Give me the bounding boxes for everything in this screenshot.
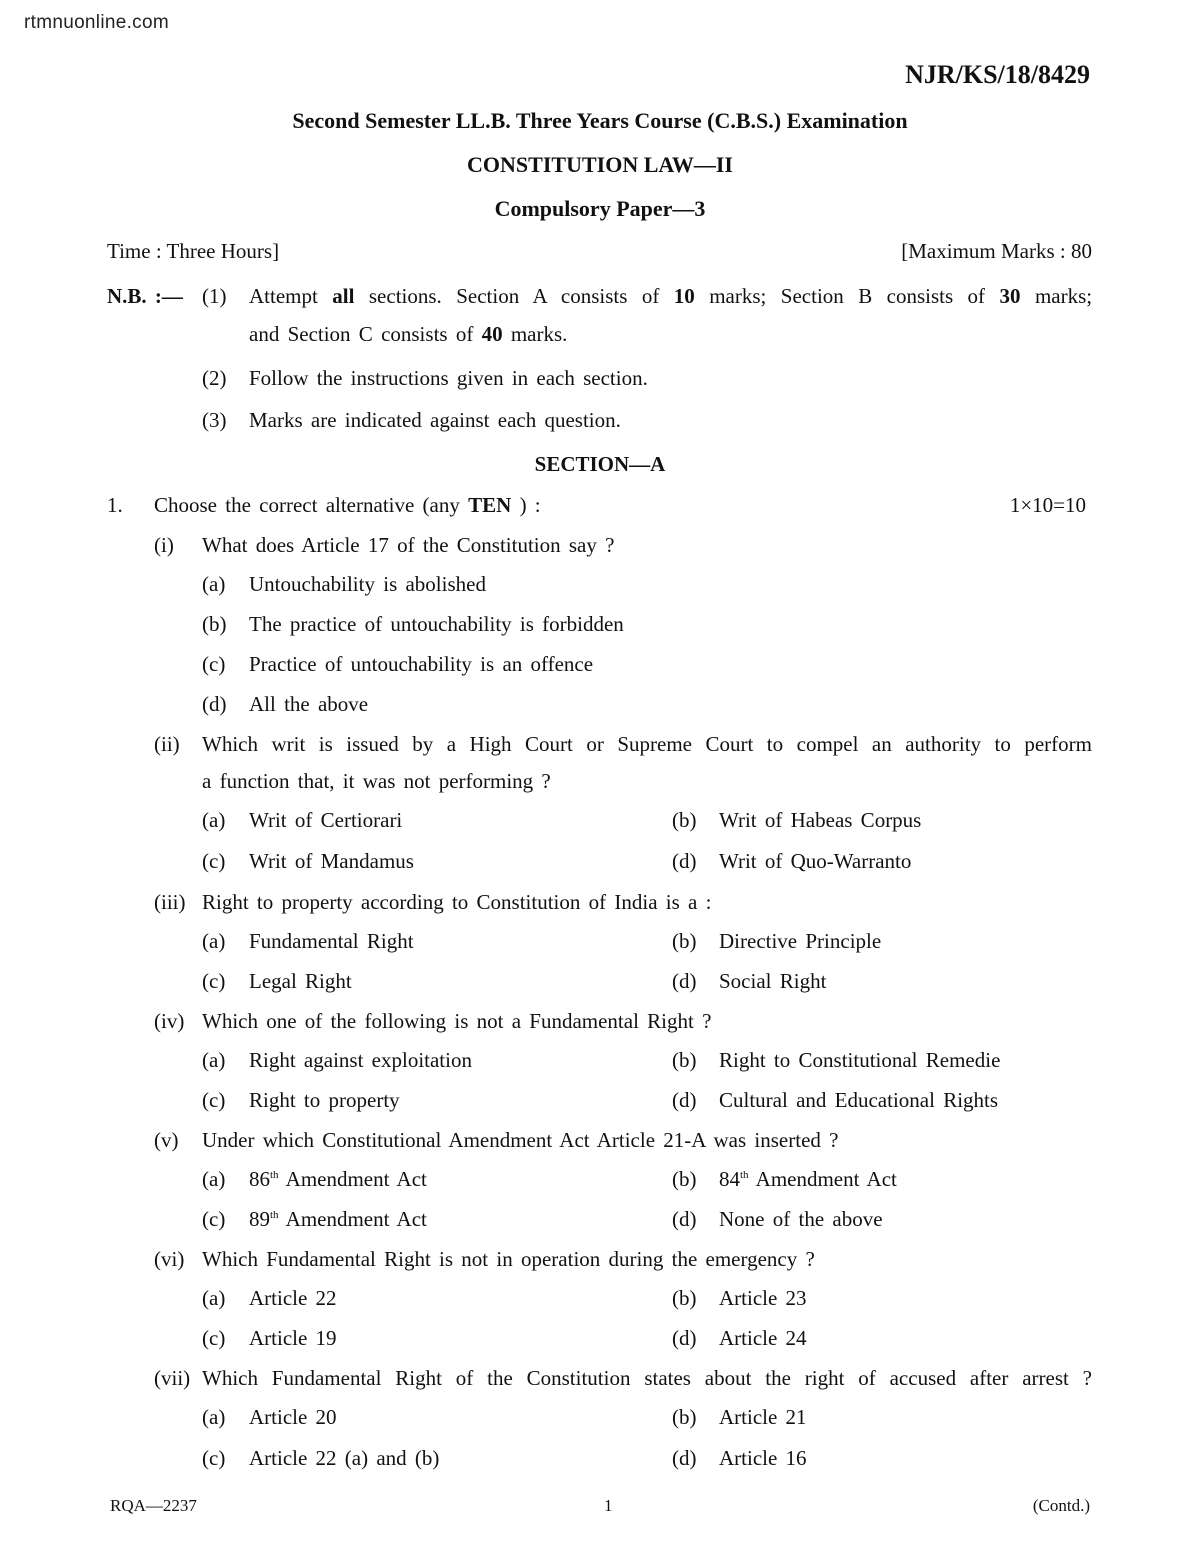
- subq-v-option-b: 84th Amendment Act: [719, 1167, 897, 1191]
- subq-iii-number: (iii): [154, 890, 186, 914]
- subq-vi-option-b: Article 23: [719, 1286, 807, 1310]
- site-watermark: rtmnuonline.com: [24, 12, 169, 33]
- subq-i-option-d: All the above: [249, 692, 369, 716]
- subq-i-option-b-label: (b): [202, 612, 227, 636]
- subq-ii-option-b: Writ of Habeas Corpus: [719, 808, 922, 832]
- subq-iv-option-d-label: (d): [672, 1088, 697, 1112]
- subq-vi-option-d-label: (d): [672, 1326, 697, 1350]
- subq-v-option-c-label: (c): [202, 1207, 226, 1231]
- subq-iii-option-d-label: (d): [672, 969, 697, 993]
- subq-vii-number: (vii): [154, 1366, 191, 1390]
- subq-v-option-a-label: (a): [202, 1167, 226, 1191]
- subq-ii-option-a-label: (a): [202, 808, 226, 832]
- subject-title: CONSTITUTION LAW—II: [467, 152, 733, 177]
- subq-v-option-d-label: (d): [672, 1207, 697, 1231]
- subq-vii-option-a: Article 20: [249, 1405, 337, 1429]
- subq-vi-option-c-label: (c): [202, 1326, 226, 1350]
- subq-iv-option-b: Right to Constitutional Remedie: [719, 1048, 1001, 1072]
- subq-i-option-a-label: (a): [202, 572, 226, 596]
- subq-iv-option-c: Right to property: [249, 1088, 400, 1112]
- subq-iv-option-d: Cultural and Educational Rights: [719, 1088, 999, 1112]
- subq-v-option-b-label: (b): [672, 1167, 697, 1191]
- subq-iv-option-b-label: (b): [672, 1048, 697, 1072]
- subq-ii-option-c-label: (c): [202, 849, 226, 873]
- nb-label: N.B. :—: [107, 284, 183, 308]
- subq-v-option-d: None of the above: [719, 1207, 883, 1231]
- subq-v-option-a: 86th Amendment Act: [249, 1167, 427, 1191]
- subq-iv-option-a: Right against exploitation: [249, 1048, 472, 1072]
- subq-v-text: Under which Constitutional Amendment Act Article 21-A was inserted ?: [202, 1128, 839, 1152]
- question-1-marks: 1×10=10: [1009, 493, 1086, 517]
- instruction-3: Marks are indicated against each question.: [249, 408, 621, 432]
- instruction-1-continued: and Section C consists of 40 marks.: [249, 322, 568, 346]
- subq-vi-text: Which Fundamental Right is not in operation during the emergency ?: [202, 1247, 815, 1271]
- subq-i-option-d-label: (d): [202, 692, 227, 716]
- time-marks-row: [107, 239, 1092, 264]
- subq-ii-text: Which writ is issued by a High Court or Supreme Court to compel an authority to perform: [202, 732, 1092, 756]
- exam-title: Second Semester LL.B. Three Years Course (C.B.S.) Examination: [292, 108, 908, 133]
- subq-vi-option-d: Article 24: [719, 1326, 807, 1350]
- subq-iii-option-b-label: (b): [672, 929, 697, 953]
- subq-i-number: (i): [154, 533, 174, 557]
- maximum-marks: [Maximum Marks : 80: [901, 239, 1092, 263]
- page-number: 1: [604, 1496, 613, 1515]
- subq-ii-text-continued: a function that, it was not performing ?: [202, 769, 551, 793]
- subq-iii-option-c: Legal Right: [249, 969, 352, 993]
- subq-iii-text: Right to property according to Constitution of India is a :: [202, 890, 712, 914]
- instruction-1: Attempt all sections. Section A consists of 10 marks; Section B consists of 30 marks;: [249, 284, 1093, 308]
- footer-code: RQA—2237: [110, 1496, 197, 1515]
- subq-vi-number: (vi): [154, 1247, 185, 1271]
- instruction-1-number: (1): [202, 284, 227, 308]
- subq-ii-option-c: Writ of Mandamus: [249, 849, 414, 873]
- subq-i-text: What does Article 17 of the Constitution say ?: [202, 533, 615, 557]
- section-heading: SECTION—A: [534, 452, 666, 476]
- subq-ii-number: (ii): [154, 732, 180, 756]
- subq-iii-option-b: Directive Principle: [719, 929, 882, 953]
- subq-vii-text: Which Fundamental Right of the Constitution states about the right of accused after arrest ?: [202, 1366, 1092, 1390]
- subq-iii-option-a: Fundamental Right: [249, 929, 414, 953]
- question-1-number: 1.: [107, 493, 123, 517]
- subq-vii-option-c-label: (c): [202, 1446, 226, 1470]
- subq-vii-option-b: Article 21: [719, 1405, 807, 1429]
- subq-vi-option-a-label: (a): [202, 1286, 226, 1310]
- subq-vii-option-b-label: (b): [672, 1405, 697, 1429]
- subq-i-option-a: Untouchability is abolished: [249, 572, 486, 596]
- subq-vii-option-c: Article 22 (a) and (b): [249, 1446, 440, 1470]
- time-allowed: Time : Three Hours]: [107, 239, 280, 263]
- subq-vii-option-d-label: (d): [672, 1446, 697, 1470]
- subq-vi-option-b-label: (b): [672, 1286, 697, 1310]
- instruction-2-number: (2): [202, 366, 227, 390]
- subq-v-option-c: 89th Amendment Act: [249, 1207, 427, 1231]
- subq-vi-option-c: Article 19: [249, 1326, 337, 1350]
- continued-note: (Contd.): [1032, 1496, 1090, 1515]
- paper-code: NJR/KS/18/8429: [905, 60, 1090, 89]
- subq-iii-option-d: Social Right: [719, 969, 827, 993]
- subq-i-option-c: Practice of untouchability is an offence: [249, 652, 594, 676]
- subq-ii-option-d-label: (d): [672, 849, 697, 873]
- instruction-3-number: (3): [202, 408, 227, 432]
- subq-iii-option-a-label: (a): [202, 929, 226, 953]
- paper-title: Compulsory Paper—3: [494, 196, 706, 221]
- subq-vii-option-d: Article 16: [719, 1446, 807, 1470]
- instruction-2: Follow the instructions given in each section.: [249, 366, 648, 390]
- question-1-text: Choose the correct alternative (any TEN ) :: [154, 493, 541, 517]
- subq-iii-option-c-label: (c): [202, 969, 226, 993]
- subq-v-number: (v): [154, 1128, 179, 1152]
- subq-ii-option-a: Writ of Certiorari: [249, 808, 403, 832]
- subq-iv-number: (iv): [154, 1009, 185, 1033]
- subq-vii-option-a-label: (a): [202, 1405, 226, 1429]
- subq-iv-option-c-label: (c): [202, 1088, 226, 1112]
- subq-i-option-b: The practice of untouchability is forbidden: [249, 612, 624, 636]
- subq-ii-option-d: Writ of Quo-Warranto: [719, 849, 912, 873]
- subq-vi-option-a: Article 22: [249, 1286, 337, 1310]
- subq-iv-text: Which one of the following is not a Fundamental Right ?: [202, 1009, 712, 1033]
- subq-i-option-c-label: (c): [202, 652, 226, 676]
- subq-iv-option-a-label: (a): [202, 1048, 226, 1072]
- subq-ii-option-b-label: (b): [672, 808, 697, 832]
